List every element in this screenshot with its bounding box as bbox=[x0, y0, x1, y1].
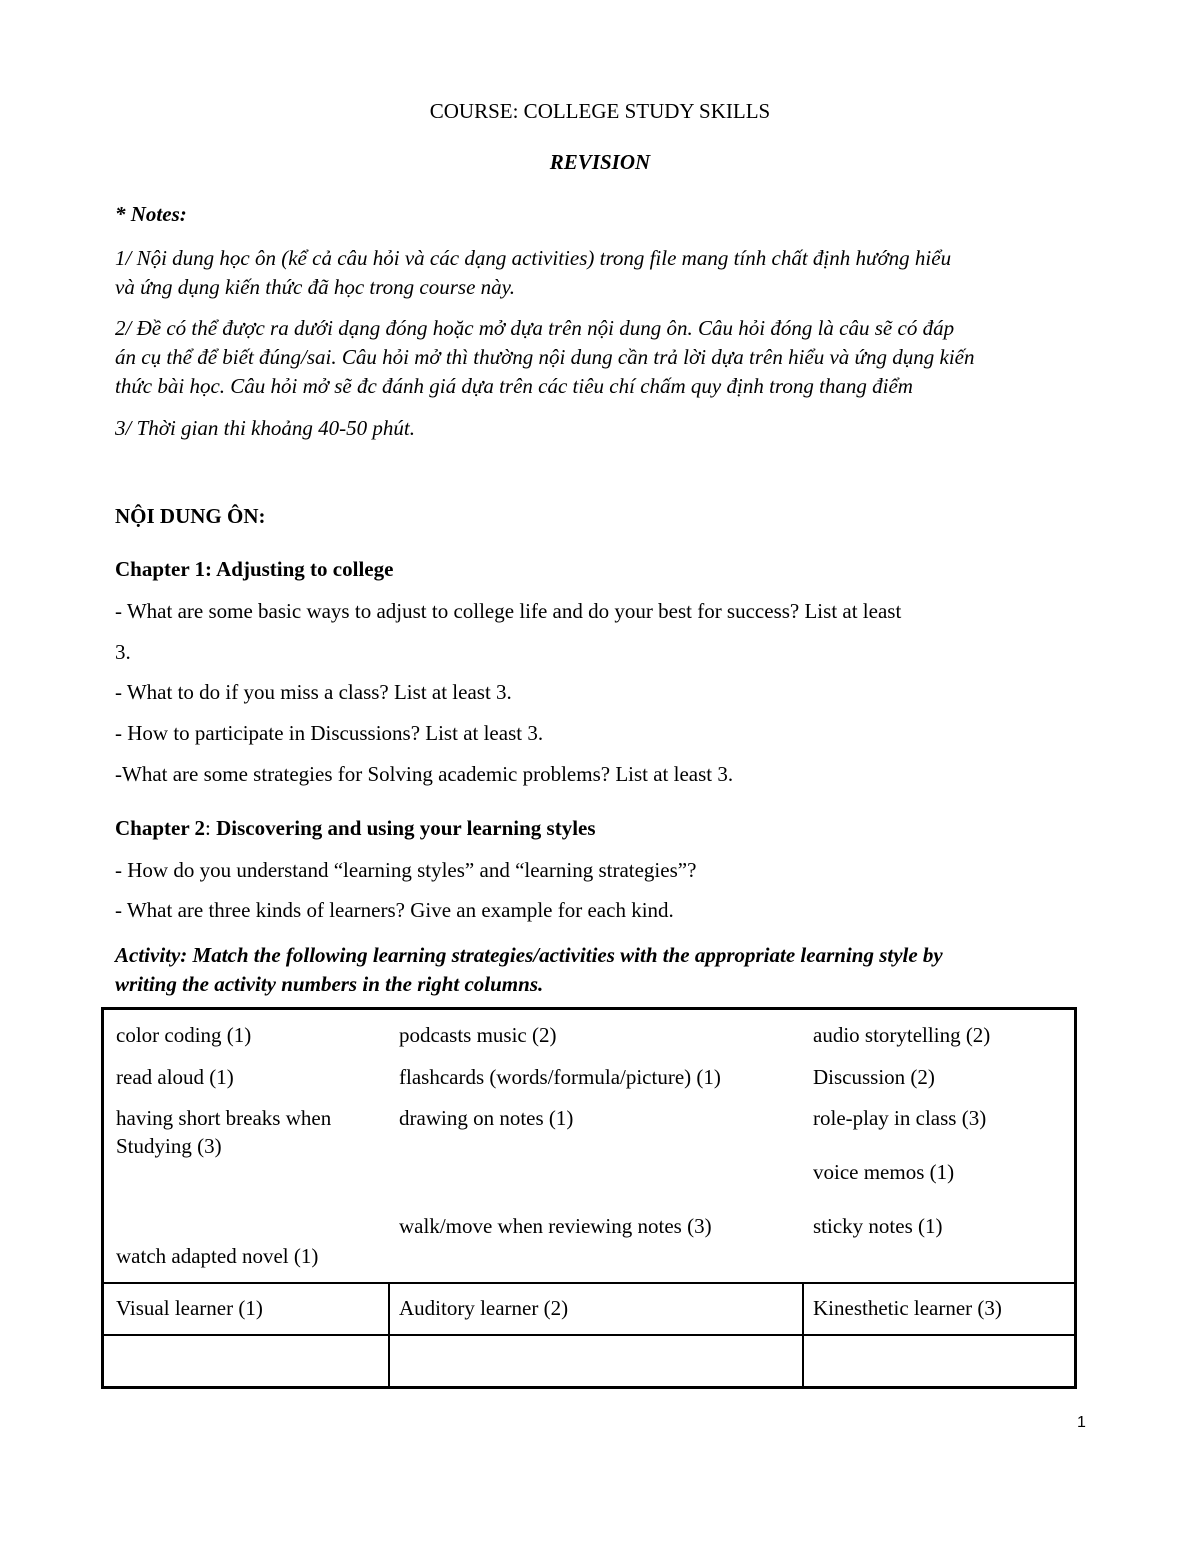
chapter-2-question: - What are three kinds of learners? Give an example for each kind. bbox=[115, 898, 674, 922]
note-3 bbox=[115, 414, 415, 443]
chapter-2-separator: : bbox=[205, 816, 217, 840]
chapter-1-question: -What are some strategies for Solving academic problems? List at least 3. bbox=[115, 762, 734, 786]
column-header-visual: Visual learner (1) bbox=[116, 1296, 263, 1320]
activity-item: audio storytelling (2) bbox=[813, 1023, 991, 1047]
activity-item: Discussion (2) bbox=[813, 1065, 935, 1089]
note-line: 2/ Đề có thể được ra dưới dạng đóng hoặc mở dựa trên nội dung ôn. Câu hỏi đóng là câu sẽ có đáp bbox=[115, 316, 955, 340]
activity-item: sticky notes (1) bbox=[813, 1214, 943, 1238]
activity-item: watch adapted novel (1) bbox=[116, 1244, 319, 1268]
chapter-1-heading: Chapter 1: Adjusting to college bbox=[115, 557, 394, 581]
activity-item: podcasts music (2) bbox=[399, 1023, 557, 1047]
activity-line: writing the activity numbers in the right columns. bbox=[115, 972, 544, 996]
activity-item: having short breaks when bbox=[116, 1106, 332, 1130]
column-header-kinesthetic: Kinesthetic learner (3) bbox=[813, 1296, 1002, 1320]
note-line: thức bài học. Câu hỏi mở sẽ đc đánh giá dựa trên các tiêu chí chấm quy định trong thang điểm bbox=[115, 374, 913, 398]
activity-item: color coding (1) bbox=[116, 1023, 252, 1047]
activity-item: read aloud (1) bbox=[116, 1065, 234, 1089]
activity-item: walk/move when reviewing notes (3) bbox=[399, 1214, 712, 1238]
page-number: 1 bbox=[1077, 1414, 1086, 1431]
table-divider bbox=[388, 1282, 390, 1386]
activity-item: role-play in class (3) bbox=[813, 1106, 987, 1130]
note-line: 3/ Thời gian thi khoảng 40-50 phút. bbox=[115, 416, 415, 440]
document-subtitle: REVISION bbox=[549, 150, 651, 174]
chapter-2-question: - How do you understand “learning styles” and “learning strategies”? bbox=[115, 858, 697, 882]
activity-line: Activity: Match the following learning strategies/activities with the appropriate learning style by bbox=[115, 943, 943, 967]
note-line: và ứng dụng kiến thức đã học trong course này. bbox=[115, 275, 516, 299]
activity-item: flashcards (words/formula/picture) (1) bbox=[399, 1065, 721, 1089]
chapter-1-question: - How to participate in Discussions? List at least 3. bbox=[115, 721, 544, 745]
table-divider bbox=[104, 1282, 1074, 1284]
table-divider bbox=[104, 1334, 1074, 1336]
chapter-2-title: Discovering and using your learning styles bbox=[216, 816, 596, 840]
note-line: án cụ thể để biết đúng/sai. Câu hỏi mở thì thường nội dung cần trả lời dựa trên hiểu và ứng dụng kiến bbox=[115, 345, 975, 369]
document-title: COURSE: COLLEGE STUDY SKILLS bbox=[429, 99, 771, 123]
note-1 bbox=[115, 244, 951, 302]
chapter-1-question: 3. bbox=[115, 640, 131, 664]
learning-styles-table bbox=[101, 1007, 1077, 1389]
chapter-1-question: - What to do if you miss a class? List at least 3. bbox=[115, 680, 512, 704]
chapter-1-question: - What are some basic ways to adjust to college life and do your best for success? List at least bbox=[115, 599, 902, 623]
table-divider bbox=[802, 1282, 804, 1386]
activity-item: voice memos (1) bbox=[813, 1160, 955, 1184]
note-2 bbox=[115, 314, 974, 401]
section-heading: NỘI DUNG ÔN: bbox=[115, 504, 266, 528]
chapter-2-label: Chapter 2 bbox=[115, 816, 206, 840]
column-header-auditory: Auditory learner (2) bbox=[399, 1296, 569, 1320]
note-line: 1/ Nội dung học ôn (kể cả câu hỏi và các dạng activities) trong file mang tính chất định hướng hiểu bbox=[115, 246, 952, 270]
activity-item: Studying (3) bbox=[116, 1134, 222, 1158]
activity-item: drawing on notes (1) bbox=[399, 1106, 574, 1130]
notes-heading: * Notes: bbox=[115, 202, 187, 226]
activity-instructions bbox=[115, 941, 943, 999]
chapter-2-heading bbox=[115, 816, 596, 841]
